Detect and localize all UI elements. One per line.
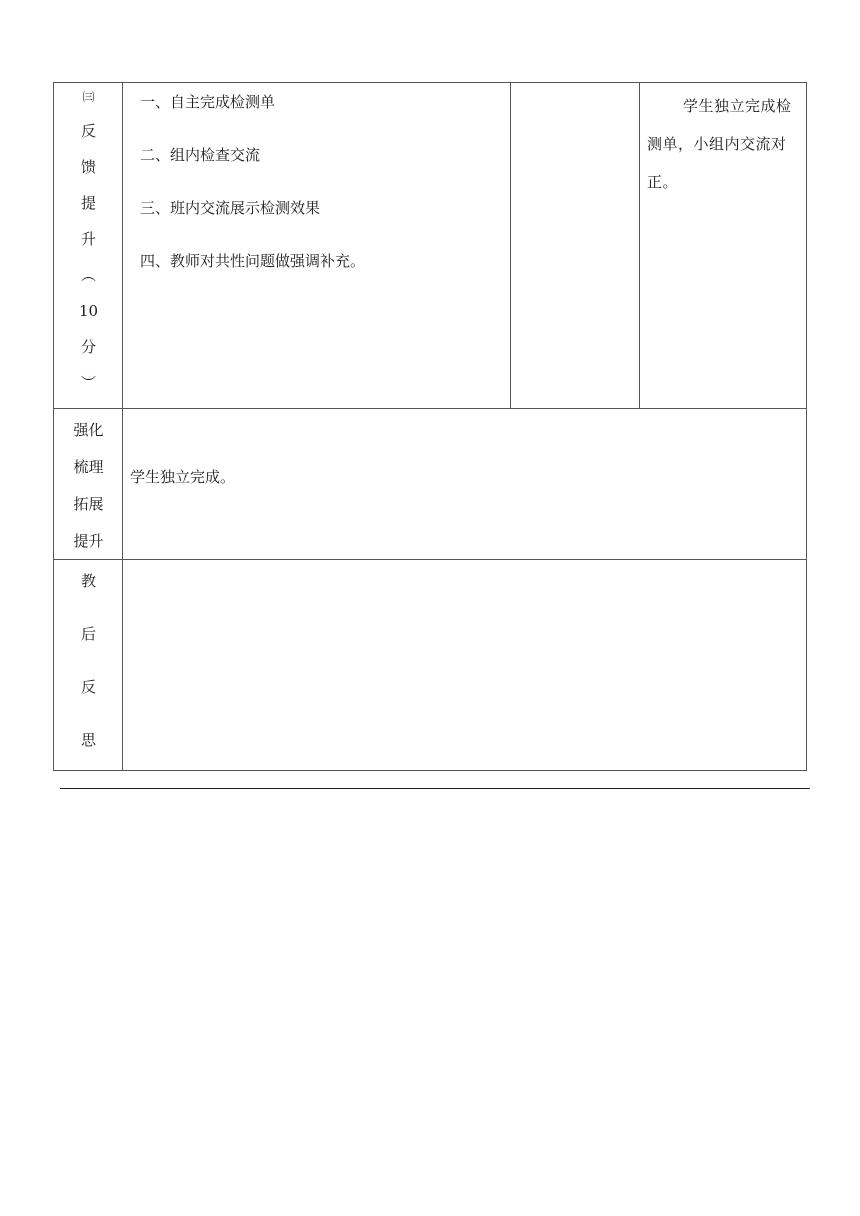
student-activity-note: 学生独立完成检测单，小组内交流对正。 xyxy=(647,97,792,191)
stage-label-char: ㈢ xyxy=(82,90,95,104)
stage-label-char: 10 xyxy=(78,302,99,320)
lesson-plan-table xyxy=(53,82,807,771)
stage-label-char: 馈 xyxy=(80,158,96,176)
step-item: 一、自主完成检测单 xyxy=(140,93,276,111)
stage-label-char: ︶ xyxy=(80,374,96,392)
stage-label-char: 思 xyxy=(80,731,96,749)
stage-label-char: 升 xyxy=(80,230,96,248)
stage-label-char: 提 xyxy=(80,194,96,212)
column-divider xyxy=(639,83,640,408)
step-item: 三、班内交流展示检测效果 xyxy=(140,199,321,217)
stage-label-char: 反 xyxy=(80,678,96,696)
column-divider xyxy=(510,83,511,408)
teaching-steps xyxy=(140,89,365,301)
stage-label-reflection xyxy=(54,562,123,774)
stage-label-reinforce xyxy=(54,412,123,560)
stage-label-char: 分 xyxy=(80,338,96,356)
row-divider xyxy=(54,559,806,560)
step-item: 二、组内检查交流 xyxy=(140,146,261,164)
step-item: 四、教师对共性问题做强调补充。 xyxy=(140,252,366,270)
stage-label-char: 后 xyxy=(80,625,96,643)
footer-rule xyxy=(60,788,810,789)
row-divider xyxy=(54,408,806,409)
stage-label-line: 强化 xyxy=(73,421,104,439)
stage-label-line: 拓展 xyxy=(73,495,104,513)
stage-label-line: 梳理 xyxy=(73,458,104,476)
stage-label-char: 反 xyxy=(80,122,96,140)
stage-label-feedback xyxy=(54,87,123,401)
stage-label-char: ︵ xyxy=(80,266,96,284)
stage-label-line: 提升 xyxy=(73,532,104,550)
reinforce-content: 学生独立完成。 xyxy=(130,468,236,486)
stage-label-char: 教 xyxy=(80,572,96,590)
